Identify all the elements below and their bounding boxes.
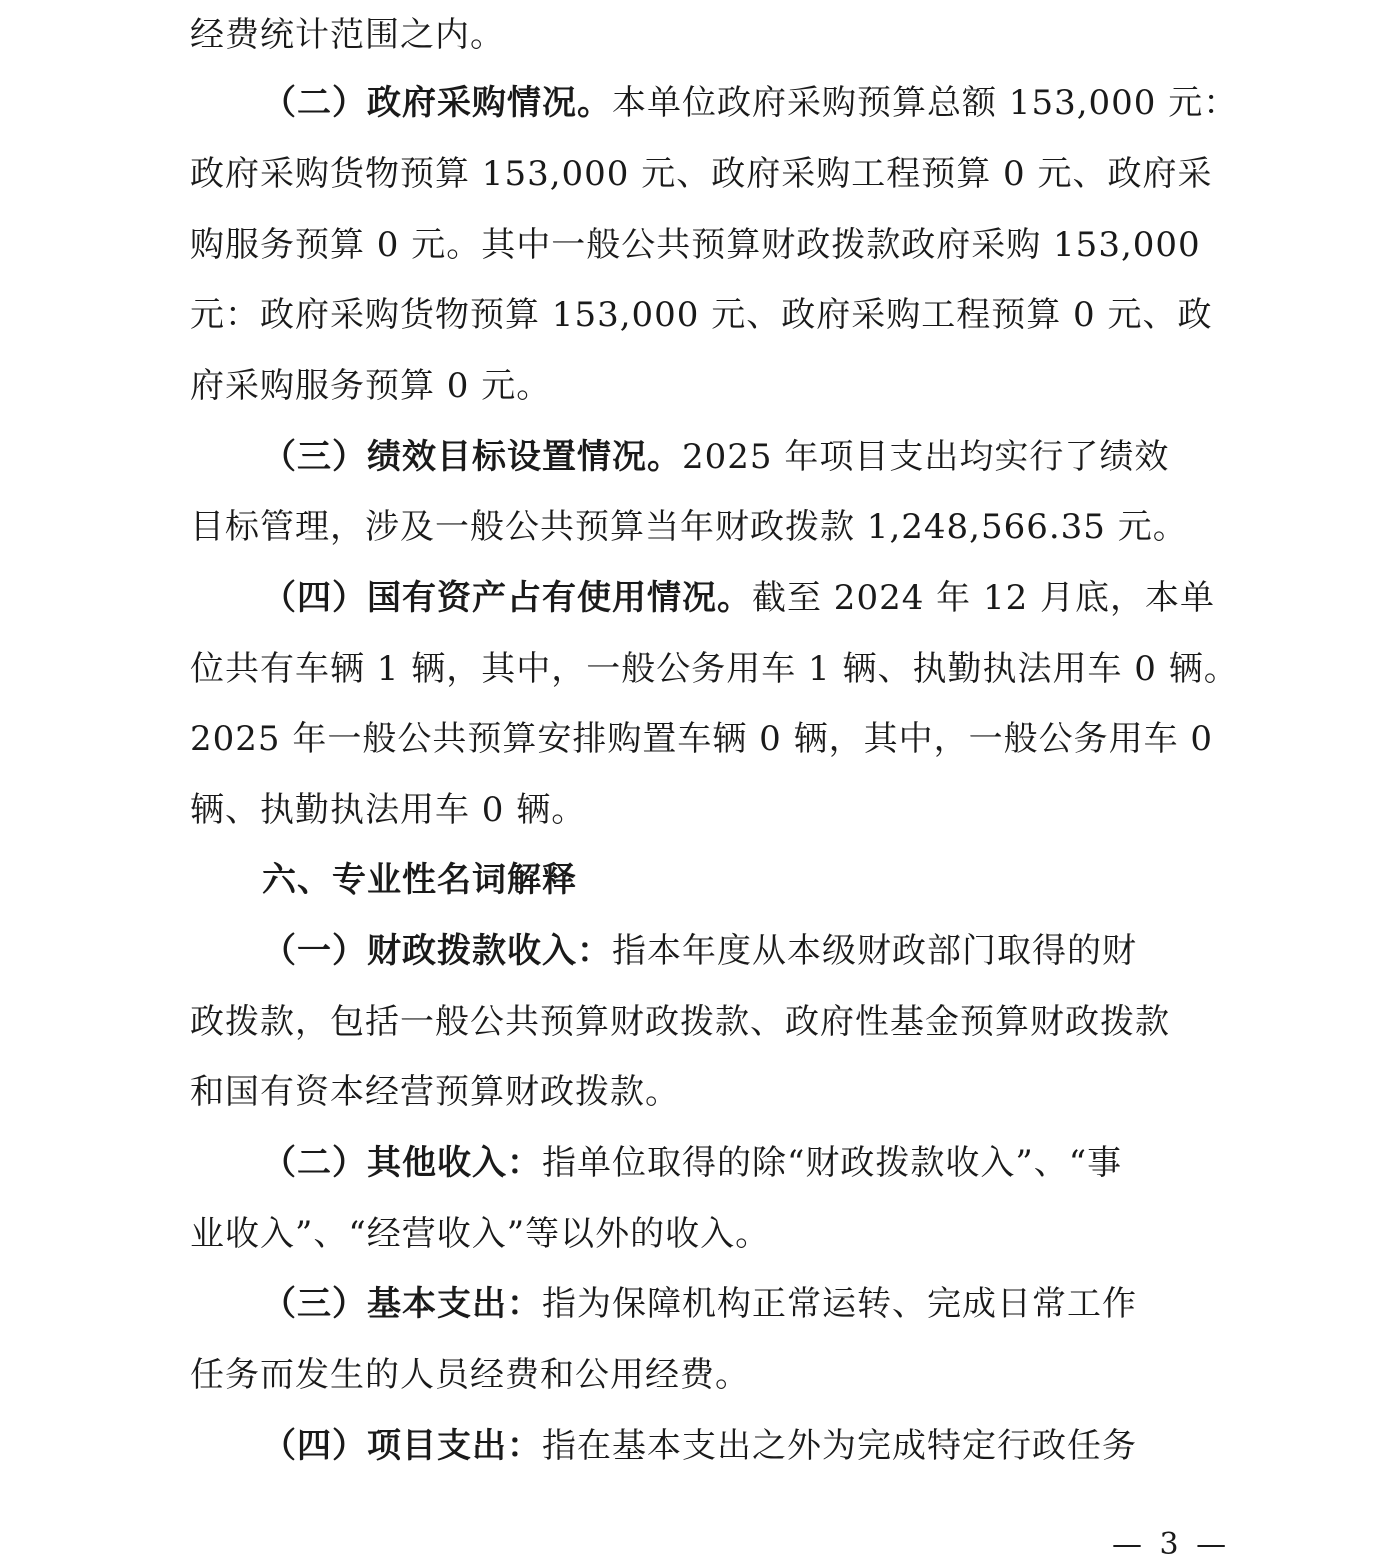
text-line: 政府采购货物预算 153,000 元、政府采购工程预算 0 元、政府采: [190, 154, 1213, 194]
page-number: — 3 —: [1112, 1527, 1231, 1562]
text-line: 目标管理，涉及一般公共预算当年财政拨款 1,248,566.35 元。: [190, 507, 1188, 547]
section-heading-glossary: 六、专业性名词解释: [262, 860, 577, 900]
term-basic-expenditure: （三）基本支出：指为保障机构正常运转、完成日常工作: [262, 1284, 1137, 1324]
text-line: 位共有车辆 1 辆，其中，一般公务用车 1 辆、执勤执法用车 0 辆。: [190, 649, 1239, 689]
bold-lead: （一）财政拨款收入：: [262, 931, 612, 971]
text-line: 2025 年一般公共预算安排购置车辆 0 辆，其中，一般公务用车 0: [190, 719, 1214, 759]
term-project-expenditure: （四）项目支出：指在基本支出之外为完成特定行政任务: [262, 1426, 1137, 1466]
text-line: 任务而发生的人员经费和公用经费。: [190, 1355, 750, 1395]
text-line: 经费统计范围之内。: [190, 15, 505, 55]
text-line: 辆、执勤执法用车 0 辆。: [190, 790, 587, 830]
text-line: 政拨款，包括一般公共预算财政拨款、政府性基金预算财政拨款: [190, 1002, 1170, 1042]
text-line: 业收入”、“经营收入”等以外的收入。: [190, 1214, 771, 1254]
bold-lead: （二）政府采购情况。: [262, 83, 612, 123]
bold-lead: （二）其他收入：: [262, 1143, 542, 1183]
text-line: 元：政府采购货物预算 153,000 元、政府采购工程预算 0 元、政: [190, 295, 1213, 335]
term-other-income: （二）其他收入：指单位取得的除“财政拨款收入”、“事: [262, 1143, 1123, 1183]
text-line: 府采购服务预算 0 元。: [190, 366, 552, 406]
text-line: 购服务预算 0 元。其中一般公共预算财政拨款政府采购 153,000: [190, 225, 1201, 265]
bold-lead: （三）绩效目标设置情况。: [262, 437, 682, 477]
bold-lead: （三）基本支出：: [262, 1284, 542, 1324]
bold-lead: （四）国有资产占有使用情况。: [262, 578, 752, 618]
paragraph-government-procurement: （二）政府采购情况。本单位政府采购预算总额 153,000 元：: [262, 83, 1239, 123]
paragraph-state-assets: （四）国有资产占有使用情况。截至 2024 年 12 月底，本单: [262, 578, 1216, 618]
bold-lead: （四）项目支出：: [262, 1426, 542, 1466]
text-line: 和国有资本经营预算财政拨款。: [190, 1072, 680, 1112]
term-fiscal-appropriation-income: （一）财政拨款收入：指本年度从本级财政部门取得的财: [262, 931, 1137, 971]
paragraph-performance-targets: （三）绩效目标设置情况。2025 年项目支出均实行了绩效: [262, 437, 1170, 477]
